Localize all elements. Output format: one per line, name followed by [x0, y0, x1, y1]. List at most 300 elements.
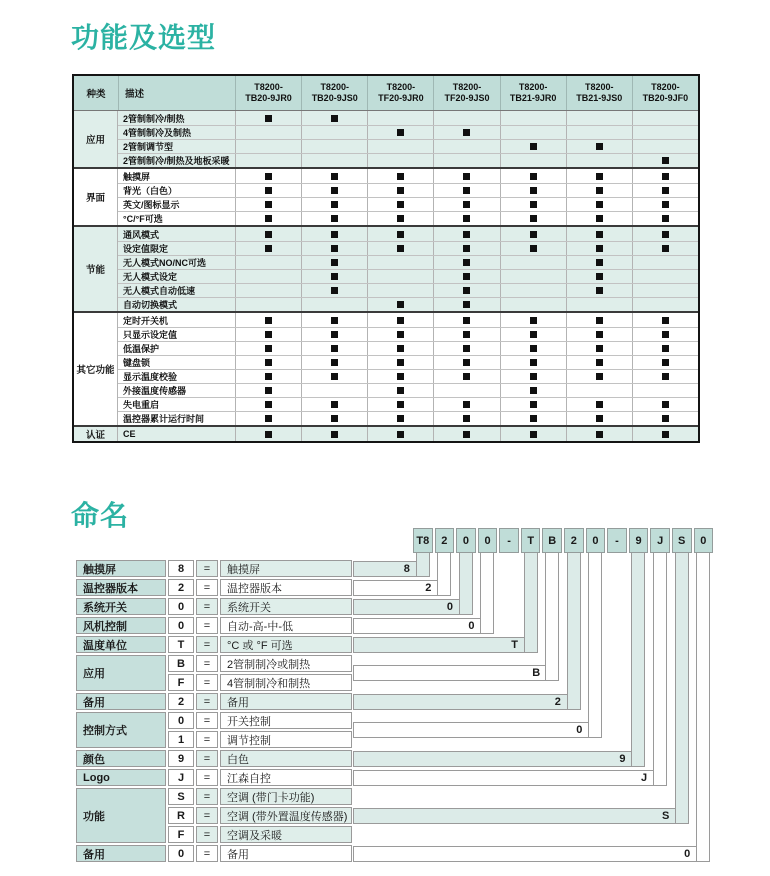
- equals-sign: =: [196, 560, 218, 577]
- feature-label: 温控器累计运行时间: [123, 414, 205, 424]
- feature-mark-cell: [632, 154, 698, 167]
- feature-mark-cell: [235, 140, 301, 153]
- feature-mark-cell: [235, 328, 301, 341]
- feature-row: [118, 327, 698, 341]
- check-square-icon: [596, 331, 603, 338]
- feature-mark-cell: [500, 427, 566, 441]
- feature-mark-cell: [632, 212, 698, 225]
- model-name-line2: TB20-9JS0: [311, 93, 358, 103]
- naming-row: [76, 769, 352, 786]
- connector-letter: 0: [684, 847, 691, 860]
- check-square-icon: [596, 259, 603, 266]
- naming-name-cell: 应用: [76, 655, 166, 691]
- model-name-line2: TF20-9JR0: [378, 93, 424, 103]
- check-square-icon: [397, 359, 404, 366]
- feature-mark-cell: [632, 256, 698, 269]
- feature-label: 显示温度校验: [123, 372, 178, 382]
- check-square-icon: [662, 401, 669, 408]
- connector-band: [353, 770, 667, 786]
- naming-code-cell: B: [168, 655, 194, 672]
- feature-mark-cell: [301, 328, 367, 341]
- feature-mark-cell: [433, 111, 499, 125]
- feature-mark-cell: [235, 270, 301, 283]
- check-square-icon: [331, 345, 338, 352]
- feature-row: [118, 355, 698, 369]
- feature-mark-cell: [367, 412, 433, 425]
- feature-mark-cell: [433, 184, 499, 197]
- check-square-icon: [530, 215, 537, 222]
- feature-mark-cell: [500, 169, 566, 183]
- feature-mark-cell: [235, 356, 301, 369]
- naming-name-cell: 风机控制: [76, 617, 166, 634]
- feature-mark-cell: [301, 398, 367, 411]
- check-square-icon: [662, 201, 669, 208]
- feature-row: [118, 125, 698, 139]
- naming-row: [76, 712, 352, 748]
- check-square-icon: [331, 259, 338, 266]
- feature-row: [118, 369, 698, 383]
- feature-mark-cell: [367, 212, 433, 225]
- connector-stripe: [588, 553, 602, 738]
- naming-sub-row: [168, 845, 352, 862]
- code-cell: 9: [629, 528, 649, 553]
- check-square-icon: [331, 273, 338, 280]
- check-square-icon: [331, 359, 338, 366]
- check-square-icon: [331, 331, 338, 338]
- model-name-line1: T8200-: [518, 82, 548, 93]
- check-square-icon: [596, 373, 603, 380]
- naming-code-cell: 0: [168, 712, 194, 729]
- check-square-icon: [662, 359, 669, 366]
- feature-group: [74, 311, 698, 425]
- equals-sign: =: [196, 598, 218, 615]
- naming-name-cell: 系统开关: [76, 598, 166, 615]
- feature-group: [74, 225, 698, 311]
- naming-sub-row: [168, 826, 352, 843]
- feature-mark-cell: [433, 398, 499, 411]
- equals-sign: =: [196, 617, 218, 634]
- feature-row: [118, 283, 698, 297]
- feature-label: 无人模式自动低速: [123, 286, 196, 296]
- feature-label: 失电重启: [123, 400, 160, 410]
- naming-description-cell: 自动-高-中-低: [220, 617, 352, 634]
- col-header-model: [632, 76, 698, 110]
- feature-group: [74, 111, 698, 167]
- check-square-icon: [596, 317, 603, 324]
- check-square-icon: [662, 345, 669, 352]
- check-square-icon: [331, 245, 338, 252]
- check-square-icon: [463, 215, 470, 222]
- equals-sign: =: [196, 788, 218, 805]
- feature-mark-cell: [566, 111, 632, 125]
- feature-mark-cell: [301, 284, 367, 297]
- feature-mark-cell: [500, 270, 566, 283]
- connector-letter: 2: [425, 581, 432, 594]
- naming-description-cell: 触摸屏: [220, 560, 352, 577]
- naming-description-cell: 空调及采暖: [220, 826, 352, 843]
- feature-mark-cell: [367, 398, 433, 411]
- feature-label: 自动切换模式: [123, 300, 178, 310]
- feature-mark-cell: [500, 356, 566, 369]
- feature-mark-cell: [566, 284, 632, 297]
- check-square-icon: [463, 201, 470, 208]
- feature-label: 外接温度传感器: [123, 386, 187, 396]
- connector-letter: 0: [446, 600, 453, 613]
- check-square-icon: [530, 143, 537, 150]
- check-square-icon: [530, 201, 537, 208]
- check-square-icon: [397, 129, 404, 136]
- check-square-icon: [331, 173, 338, 180]
- feature-label: 设定值限定: [123, 244, 169, 254]
- feature-row: [118, 269, 698, 283]
- naming-code-cell: 2: [168, 579, 194, 596]
- check-square-icon: [662, 157, 669, 164]
- feature-mark-cell: [632, 298, 698, 311]
- feature-mark-cell: [367, 256, 433, 269]
- feature-mark-cell: [566, 126, 632, 139]
- feature-mark-cell: [433, 198, 499, 211]
- check-square-icon: [596, 415, 603, 422]
- connector-letter: 0: [468, 619, 475, 632]
- col-header-model: [433, 76, 499, 110]
- feature-mark-cell: [632, 169, 698, 183]
- check-square-icon: [662, 331, 669, 338]
- feature-mark-cell: [301, 384, 367, 397]
- feature-mark-cell: [632, 198, 698, 211]
- check-square-icon: [265, 431, 272, 438]
- code-cell: S: [672, 528, 692, 553]
- col-header-category: 种类: [86, 89, 106, 100]
- feature-label: 英文/图标显示: [123, 200, 180, 210]
- group-category-label: 其它功能: [74, 313, 118, 425]
- connector-stripe: [524, 553, 538, 653]
- feature-mark-cell: [301, 242, 367, 255]
- connector-letter: 2: [554, 695, 561, 708]
- naming-code-cell: F: [168, 826, 194, 843]
- feature-mark-cell: [367, 140, 433, 153]
- model-name-line2: TF20-9JS0: [444, 93, 490, 103]
- connector-stripe: [545, 553, 559, 681]
- check-square-icon: [397, 331, 404, 338]
- naming-description-cell: 备用: [220, 845, 352, 862]
- naming-sub-row: [168, 788, 352, 805]
- naming-description-cell: 2管制制冷或制热: [220, 655, 352, 672]
- feature-mark-cell: [500, 412, 566, 425]
- feature-mark-cell: [433, 227, 499, 241]
- feature-mark-cell: [301, 111, 367, 125]
- check-square-icon: [662, 245, 669, 252]
- naming-sub-row: [168, 693, 352, 710]
- code-cell: 0: [478, 528, 498, 553]
- feature-mark-cell: [433, 256, 499, 269]
- check-square-icon: [331, 115, 338, 122]
- feature-mark-cell: [566, 154, 632, 167]
- feature-mark-cell: [500, 111, 566, 125]
- naming-sub-row: [168, 655, 352, 672]
- naming-description-cell: 江森自控: [220, 769, 352, 786]
- connector-stripe: [437, 553, 451, 596]
- connector-stripe: [675, 553, 689, 824]
- code-cell: J: [650, 528, 670, 553]
- connector-letter: 9: [619, 752, 626, 765]
- check-square-icon: [331, 415, 338, 422]
- check-square-icon: [662, 373, 669, 380]
- naming-sub-row: [168, 579, 352, 596]
- feature-mark-cell: [301, 140, 367, 153]
- check-square-icon: [463, 317, 470, 324]
- model-name-line1: T8200-: [585, 82, 614, 93]
- naming-row: [76, 845, 352, 862]
- feature-mark-cell: [301, 256, 367, 269]
- feature-row: [118, 411, 698, 425]
- feature-row: [118, 139, 698, 153]
- code-cell: 0: [694, 528, 714, 553]
- connector-band: [353, 846, 710, 862]
- feature-mark-cell: [235, 398, 301, 411]
- check-square-icon: [265, 401, 272, 408]
- feature-mark-cell: [367, 370, 433, 383]
- feature-mark-cell: [301, 126, 367, 139]
- check-square-icon: [265, 187, 272, 194]
- feature-mark-cell: [367, 184, 433, 197]
- check-square-icon: [596, 401, 603, 408]
- feature-label: CE: [123, 429, 136, 439]
- feature-mark-cell: [433, 384, 499, 397]
- feature-mark-cell: [301, 184, 367, 197]
- feature-group: [74, 425, 698, 441]
- feature-mark-cell: [566, 384, 632, 397]
- feature-mark-cell: [566, 412, 632, 425]
- feature-label: 通风模式: [123, 229, 160, 240]
- feature-mark-cell: [566, 328, 632, 341]
- group-category-label: 认证: [74, 427, 118, 441]
- model-name-line2: TB21-9JS0: [576, 93, 623, 103]
- connector-stripe: [480, 553, 494, 634]
- naming-code-cell: 0: [168, 617, 194, 634]
- feature-mark-cell: [235, 256, 301, 269]
- features-table-body: [74, 111, 698, 441]
- feature-row: [118, 383, 698, 397]
- feature-mark-cell: [500, 284, 566, 297]
- naming-row: [76, 598, 352, 615]
- feature-mark-cell: [235, 169, 301, 183]
- feature-mark-cell: [301, 154, 367, 167]
- model-name-line1: T8200-: [254, 82, 283, 93]
- check-square-icon: [265, 359, 272, 366]
- model-name-line1: T8200-: [651, 82, 680, 93]
- feature-label: 键盘锁: [123, 358, 151, 368]
- feature-row: [118, 227, 698, 241]
- feature-mark-cell: [367, 126, 433, 139]
- feature-mark-cell: [367, 198, 433, 211]
- check-square-icon: [596, 245, 603, 252]
- check-square-icon: [596, 231, 603, 238]
- group-category-label: 节能: [74, 227, 118, 311]
- feature-mark-cell: [500, 328, 566, 341]
- naming-row: [76, 579, 352, 596]
- feature-mark-cell: [500, 370, 566, 383]
- feature-mark-cell: [433, 356, 499, 369]
- connector-stripe: [416, 553, 430, 577]
- check-square-icon: [530, 415, 537, 422]
- check-square-icon: [331, 373, 338, 380]
- check-square-icon: [397, 373, 404, 380]
- feature-mark-cell: [566, 184, 632, 197]
- feature-mark-cell: [433, 412, 499, 425]
- equals-sign: =: [196, 693, 218, 710]
- feature-mark-cell: [566, 298, 632, 311]
- check-square-icon: [463, 129, 470, 136]
- feature-mark-cell: [500, 184, 566, 197]
- feature-mark-cell: [433, 342, 499, 355]
- check-square-icon: [397, 387, 404, 394]
- check-square-icon: [662, 173, 669, 180]
- check-square-icon: [397, 401, 404, 408]
- feature-label: 低温保护: [123, 344, 160, 354]
- feature-mark-cell: [367, 270, 433, 283]
- code-cell: 2: [435, 528, 455, 553]
- feature-mark-cell: [433, 270, 499, 283]
- check-square-icon: [662, 215, 669, 222]
- check-square-icon: [397, 173, 404, 180]
- feature-mark-cell: [632, 111, 698, 125]
- feature-mark-cell: [566, 342, 632, 355]
- col-header-model: [500, 76, 566, 110]
- connector-letter: B: [532, 667, 541, 679]
- check-square-icon: [596, 201, 603, 208]
- feature-mark-cell: [235, 384, 301, 397]
- code-cell: T8: [413, 528, 433, 553]
- feature-group: [74, 167, 698, 225]
- model-name-line2: TB20-9JR0: [245, 93, 292, 103]
- col-header-model: [566, 76, 632, 110]
- naming-row: [76, 560, 352, 577]
- feature-mark-cell: [235, 412, 301, 425]
- feature-label: 4管制制冷及制热: [123, 128, 192, 138]
- code-cell: 0: [586, 528, 606, 553]
- feature-label: 无人模式设定: [123, 272, 178, 282]
- feature-mark-cell: [433, 169, 499, 183]
- feature-label: 2管制制冷/制热: [123, 113, 185, 124]
- check-square-icon: [265, 373, 272, 380]
- connector-stripe: [459, 553, 473, 615]
- check-square-icon: [397, 187, 404, 194]
- naming-name-cell: 触摸屏: [76, 560, 166, 577]
- feature-mark-cell: [433, 140, 499, 153]
- feature-mark-cell: [566, 140, 632, 153]
- feature-mark-cell: [566, 370, 632, 383]
- naming-sub-row: [168, 731, 352, 748]
- naming-description-cell: 白色: [220, 750, 352, 767]
- feature-row: [118, 211, 698, 225]
- naming-description-cell: °C 或 °F 可选: [220, 636, 352, 653]
- check-square-icon: [265, 115, 272, 122]
- naming-code-strip: [413, 528, 713, 553]
- check-square-icon: [463, 415, 470, 422]
- check-square-icon: [331, 187, 338, 194]
- connector-stripe: [696, 553, 710, 862]
- check-square-icon: [662, 231, 669, 238]
- check-square-icon: [331, 201, 338, 208]
- naming-row: [76, 617, 352, 634]
- equals-sign: =: [196, 712, 218, 729]
- naming-sub-row: [168, 807, 352, 824]
- check-square-icon: [596, 215, 603, 222]
- feature-mark-cell: [301, 412, 367, 425]
- feature-row: [118, 255, 698, 269]
- check-square-icon: [463, 245, 470, 252]
- feature-mark-cell: [632, 342, 698, 355]
- feature-row: [118, 197, 698, 211]
- feature-mark-cell: [367, 328, 433, 341]
- feature-mark-cell: [500, 140, 566, 153]
- check-square-icon: [463, 359, 470, 366]
- model-name-line1: T8200-: [320, 82, 349, 93]
- feature-row: [118, 183, 698, 197]
- check-square-icon: [397, 301, 404, 308]
- feature-mark-cell: [566, 227, 632, 241]
- feature-mark-cell: [433, 126, 499, 139]
- feature-label: 2管制制冷/制热及地板采暖: [123, 156, 230, 166]
- feature-mark-cell: [632, 398, 698, 411]
- check-square-icon: [596, 345, 603, 352]
- model-name-line2: TB20-9JF0: [642, 93, 689, 103]
- feature-mark-cell: [367, 111, 433, 125]
- group-category-label: 界面: [74, 169, 118, 225]
- connector-band: [353, 751, 645, 767]
- feature-mark-cell: [433, 370, 499, 383]
- feature-mark-cell: [367, 242, 433, 255]
- naming-description-cell: 空调 (带门卡功能): [220, 788, 352, 805]
- col-header-model: [367, 76, 433, 110]
- check-square-icon: [463, 345, 470, 352]
- feature-mark-cell: [566, 313, 632, 327]
- group-category-label: 应用: [74, 111, 118, 167]
- feature-mark-cell: [632, 270, 698, 283]
- feature-mark-cell: [500, 256, 566, 269]
- feature-mark-cell: [235, 242, 301, 255]
- feature-mark-cell: [500, 212, 566, 225]
- check-square-icon: [530, 387, 537, 394]
- equals-sign: =: [196, 731, 218, 748]
- feature-mark-cell: [235, 212, 301, 225]
- check-square-icon: [530, 431, 537, 438]
- connector-stripe: [631, 553, 645, 767]
- feature-mark-cell: [301, 313, 367, 327]
- naming-name-cell: 温度单位: [76, 636, 166, 653]
- feature-mark-cell: [367, 342, 433, 355]
- naming-description-cell: 备用: [220, 693, 352, 710]
- feature-mark-cell: [632, 184, 698, 197]
- feature-mark-cell: [235, 370, 301, 383]
- check-square-icon: [596, 273, 603, 280]
- feature-mark-cell: [367, 227, 433, 241]
- feature-label: °C/°F可选: [123, 214, 163, 224]
- naming-row: [76, 788, 352, 843]
- check-square-icon: [596, 287, 603, 294]
- feature-mark-cell: [632, 384, 698, 397]
- naming-code-cell: J: [168, 769, 194, 786]
- feature-mark-cell: [632, 328, 698, 341]
- check-square-icon: [596, 143, 603, 150]
- check-square-icon: [463, 431, 470, 438]
- naming-table: [76, 560, 352, 864]
- feature-label: 无人模式NO/NC可选: [123, 258, 206, 268]
- model-name-line1: T8200-: [386, 82, 416, 93]
- feature-mark-cell: [235, 184, 301, 197]
- check-square-icon: [397, 245, 404, 252]
- naming-row: [76, 750, 352, 767]
